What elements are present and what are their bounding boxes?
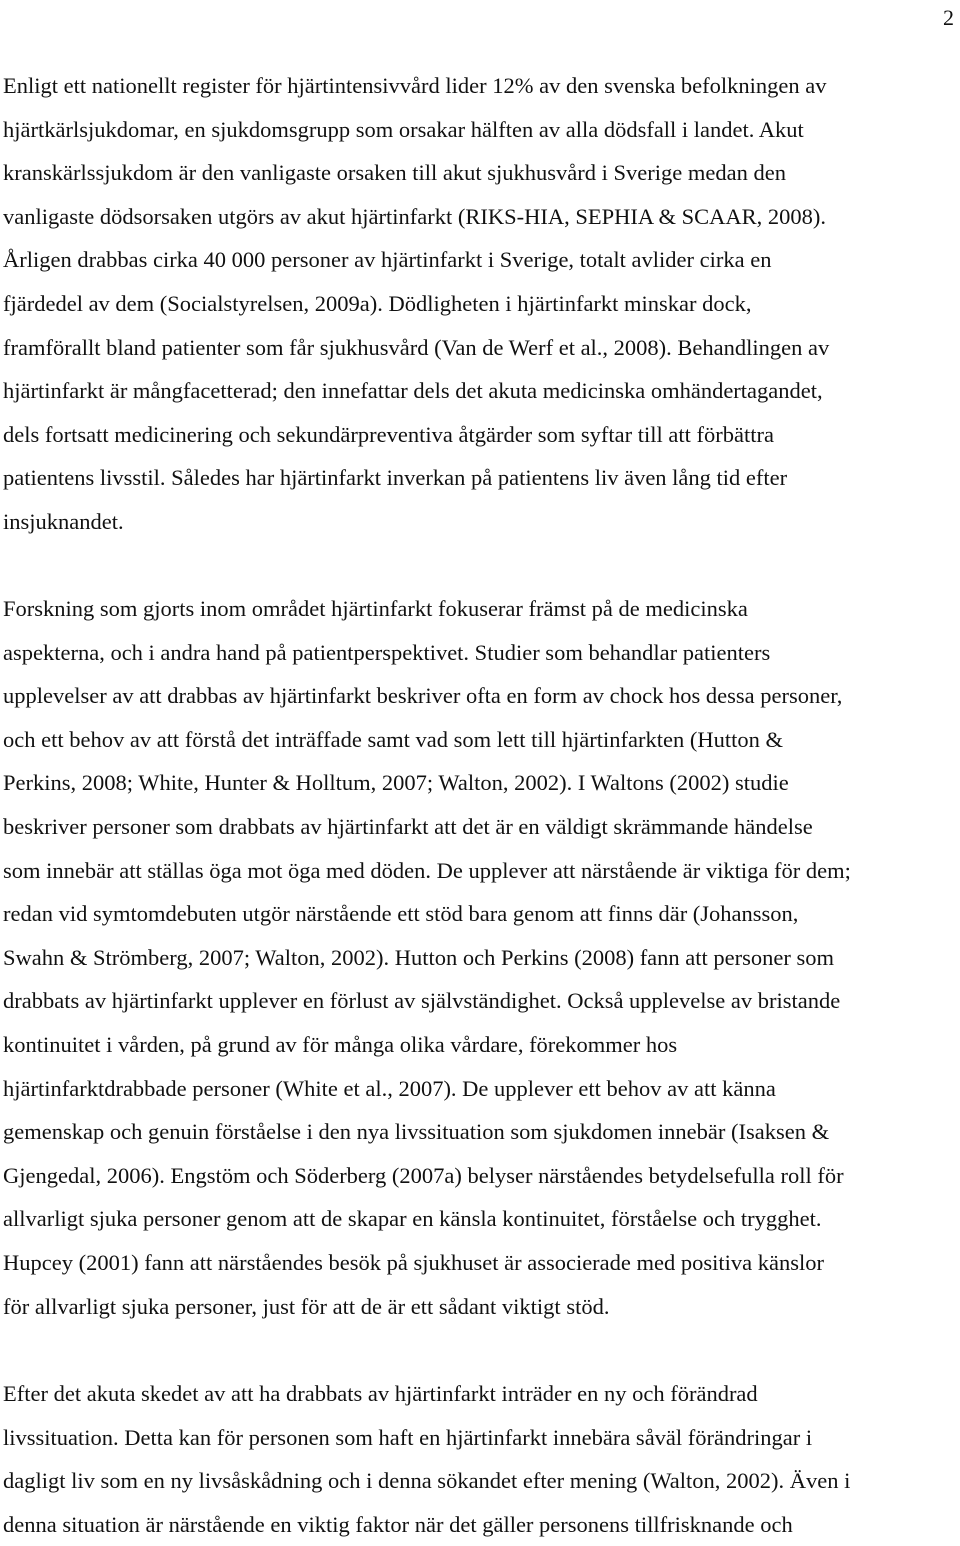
text-line: drabbats av hjärtinfarkt upplever en förlust av självständighet. Också upplevelse av bristande xyxy=(3,988,841,1014)
text-line: aspekterna, och i andra hand på patientperspektivet. Studier som behandlar patienters xyxy=(3,639,771,665)
text-line: hjärtinfarkt är mångfacetterad; den innefattar dels det akuta medicinska omhändertagandet, xyxy=(3,378,823,404)
text-line: redan vid symtomdebuten utgör närstående ett stöd bara genom att finns där (Johansson, xyxy=(3,901,799,927)
text-line: insjuknandet. xyxy=(3,508,124,534)
text-line: Gjengedal, 2006). Engstöm och Söderberg (2007a) belyser närståendes betydelsefulla roll för xyxy=(3,1162,844,1188)
text-line: denna situation är närstående en viktig faktor när det gäller personens tillfrisknande och xyxy=(3,1511,793,1537)
text-line: Efter det akuta skedet av att ha drabbats av hjärtinfarkt inträder en ny och förändrad xyxy=(3,1381,758,1406)
text-line: Swahn & Strömberg, 2007; Walton, 2002). Hutton och Perkins (2008) fann att personer som xyxy=(3,944,835,970)
page-number: 2 xyxy=(943,5,954,30)
text-line: som innebär att ställas öga mot öga med döden. De upplever att närstående är viktiga för dem; xyxy=(3,857,851,883)
text-line: och ett behov av att förstå det inträffade samt vad som lett till hjärtinfarkten (Hutton & xyxy=(3,726,783,752)
text-line: Hupcey (2001) fann att närståendes besök på sjukhuset är associerade med positiva känslor xyxy=(3,1249,824,1275)
text-line: hjärtinfarktdrabbade personer (White et al., 2007). De upplever ett behov av att känna xyxy=(3,1075,776,1101)
text-line: kontinuitet i vården, på grund av för många olika vårdare, förekommer hos xyxy=(3,1031,678,1057)
text-line: fjärdedel av dem (Socialstyrelsen, 2009a). Dödligheten i hjärtinfarkt minskar dock, xyxy=(3,290,752,316)
paragraph-1 xyxy=(3,64,958,544)
text-line: dels fortsatt medicinering och sekundärpreventiva åtgärder som syftar till att förbättra xyxy=(3,421,774,447)
text-line: Forskning som gjorts inom området hjärtinfarkt fokuserar främst på de medicinska xyxy=(3,596,748,621)
text-line: för allvarligt sjuka personer, just för att de är ett sådant viktigt stöd. xyxy=(3,1293,610,1319)
text-line: patientens livsstil. Således har hjärtinfarkt inverkan på patientens liv även lång tid efter xyxy=(3,465,788,491)
text-line: allvarligt sjuka personer genom att de skapar en känsla kontinuitet, förståelse och trygghet. xyxy=(3,1206,822,1232)
text-line: Perkins, 2008; White, Hunter & Holltum, 2007; Walton, 2002). I Waltons (2002) studie xyxy=(3,770,789,796)
text-line: Årligen drabbas cirka 40 000 personer av hjärtinfarkt i Sverige, totalt avlider cirka en xyxy=(3,247,772,273)
text-line: Enligt ett nationellt register för hjärtintensivvård lider 12% av den svenska befolkningen av xyxy=(3,73,827,98)
text-line: dagligt liv som en ny livsåskådning och i denna sökandet efter mening (Walton, 2002). Även i xyxy=(3,1468,851,1494)
text-line: upplevelser av att drabbas av hjärtinfarkt beskriver ofta en form av chock hos dessa personer, xyxy=(3,683,843,709)
text-line: vanligaste dödsorsaken utgörs av akut hjärtinfarkt (RIKS-HIA, SEPHIA & SCAAR, 2008). xyxy=(3,203,827,229)
text-line: beskriver personer som drabbats av hjärtinfarkt att det är en väldigt skrämmande händelse xyxy=(3,813,813,839)
text-line: hjärtkärlsjukdomar, en sjukdomsgrupp som orsakar hälften av alla dödsfall i landet. Akut xyxy=(3,116,804,142)
paragraph-2 xyxy=(3,587,958,1328)
text-line: livssituation. Detta kan för personen som haft en hjärtinfarkt innebära såväl förändringar i xyxy=(3,1424,813,1450)
paragraph-3 xyxy=(3,1372,958,1546)
text-line: kranskärlssjukdom är den vanligaste orsaken till akut sjukhusvård i Sverige medan den xyxy=(3,160,786,186)
text-line: framförallt bland patienter som får sjukhusvård (Van de Werf et al., 2008). Behandlingen av xyxy=(3,334,830,360)
text-line: gemenskap och genuin förståelse i den nya livssituation som sjukdomen innebär (Isaksen & xyxy=(3,1119,830,1145)
